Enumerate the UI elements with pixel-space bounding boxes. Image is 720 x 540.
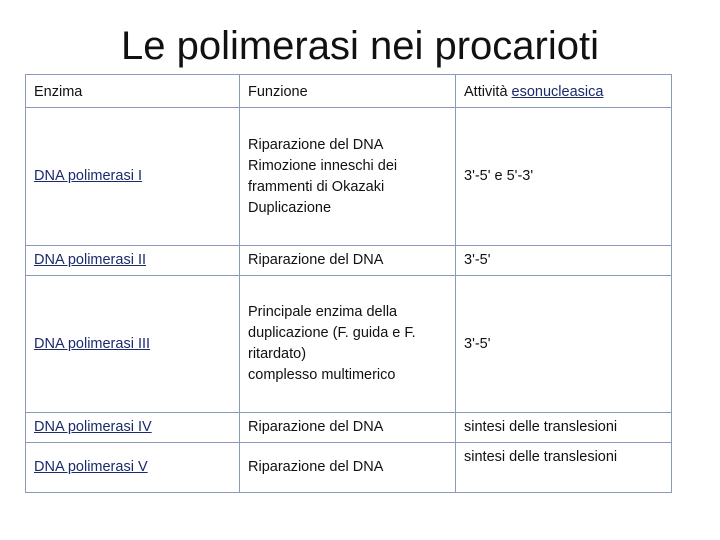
enzyme-cell — [26, 108, 240, 246]
function-cell: Riparazione del DNA Rimozione inneschi dei frammenti di Okazaki Duplicazione — [240, 108, 456, 246]
enzyme-link-pol-2[interactable]: DNA polimerasi II — [34, 252, 147, 268]
table-row — [26, 108, 672, 246]
function-cell: Riparazione del DNA — [240, 443, 456, 493]
header-enzima: Enzima — [26, 75, 240, 108]
header-funzione: Funzione — [240, 75, 456, 108]
enzyme-link-pol-4[interactable]: DNA polimerasi IV — [34, 419, 152, 435]
header-attivita-label: Attività — [464, 84, 512, 100]
enzyme-cell — [26, 413, 240, 443]
header-attivita — [456, 75, 672, 108]
table-row — [26, 276, 672, 413]
slide-title: Le polimerasi nei procarioti — [120, 24, 599, 68]
table-header-row — [26, 75, 672, 108]
table-row — [26, 246, 672, 276]
polymerase-table — [25, 74, 672, 493]
esonucleasica-link[interactable]: esonucleasica — [511, 84, 604, 100]
enzyme-cell — [26, 443, 240, 493]
enzyme-link-pol-3[interactable]: DNA polimerasi III — [34, 335, 151, 352]
activity-cell: sintesi delle translesioni — [456, 413, 672, 443]
activity-cell: sintesi delle translesioni — [456, 443, 672, 493]
enzyme-cell — [26, 246, 240, 276]
activity-cell: 3'-5' — [456, 276, 672, 413]
activity-cell: 3'-5' e 5'-3' — [456, 108, 672, 246]
enzyme-cell — [26, 276, 240, 413]
function-cell: Riparazione del DNA — [240, 413, 456, 443]
activity-cell: 3'-5' — [456, 246, 672, 276]
table-row — [26, 443, 672, 493]
function-cell: Riparazione del DNA — [240, 246, 456, 276]
enzyme-link-pol-1[interactable]: DNA polimerasi I — [34, 168, 142, 184]
table-row — [26, 413, 672, 443]
enzyme-link-pol-5[interactable]: DNA polimerasi V — [34, 459, 148, 475]
function-cell: Principale enzima della duplicazione (F. guida e F. ritardato) complesso multimerico — [240, 276, 456, 413]
